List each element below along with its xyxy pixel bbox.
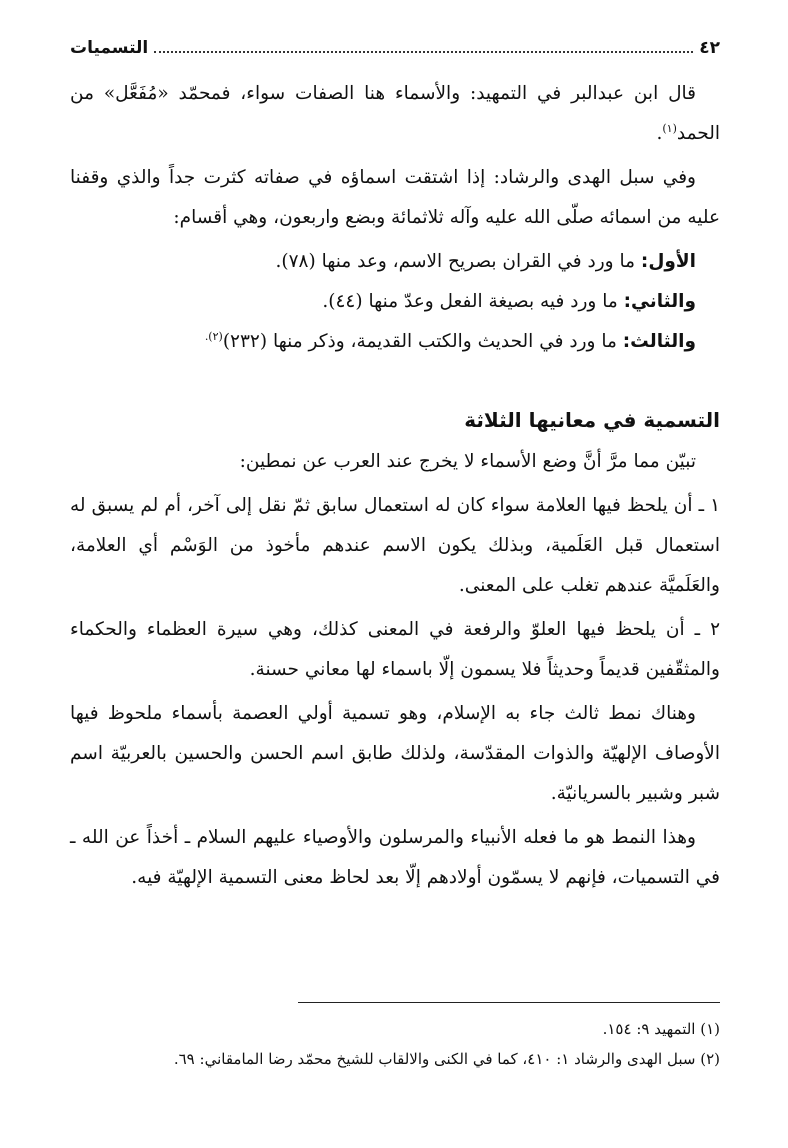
section-title: التسمية في معانيها الثلاثة <box>464 408 720 432</box>
list-item-label: الأول: <box>640 251 696 272</box>
list-item-1 <box>70 242 720 282</box>
paragraph-1: قال ابن عبدالبر في التمهيد: والأسماء هنا الصفات سواء، فمحمّد «مُفَعَّل» من الحمد$^{(١)}$. <box>70 83 720 144</box>
page-header <box>70 30 720 58</box>
list-item-text: ما ورد في القران بصريح الاسم، وعد منها (٧٨). <box>275 251 636 272</box>
list-item-label: والثاني: <box>623 291 696 312</box>
list-item-text: ما ورد فيه بصيغة الفعل وعدّ منها (٤٤). <box>322 291 618 312</box>
paragraph-4: ١ ـ أن يلحظ فيها العلامة سواء كان له استعمال سابق ثمّ نقل إلى آخر، أم لم يسبق له استعمال قبل العَلَمية، وبذلك يكون الاسم عندهم مأخوذ من الوَسْم أي العلامة، والعَلَميَّة عندهم تغلب على المعنى. <box>70 495 720 596</box>
paragraph-5: ٢ ـ أن يلحظ فيها العلوّ والرفعة في المعنى كذلك، وهي سيرة العظماء والحكماء والمثقّفين قديماً وحديثاً فلا يسمون إلّا باسماء لها معاني حسنة. <box>70 619 720 680</box>
paragraph-7: وهذا النمط هو ما فعله الأنبياء والمرسلون والأوصياء عليهم السلام ـ أخذاً عن الله ـ في التسميات، فإنهم لا يسمّون أولادهم إلّا بعد لحاظ معنى التسمية الإلهيّة فيه. <box>70 827 720 888</box>
footnote-ref-1: (١) <box>662 121 677 135</box>
footnotes <box>70 1014 720 1074</box>
list-item-text: ما ورد في الحديث والكتب القديمة، وذكر منها (٢٣٢) <box>222 331 617 352</box>
footnote-2: (٢) سبل الهدى والرشاد ١: ٤١٠، كما في الكنى والالقاب للشيخ محمّد رضا المامقاني: ٦٩. <box>173 1050 720 1068</box>
list-item-3 <box>70 322 720 362</box>
leader-dots <box>154 51 693 53</box>
paragraph-2: وفي سبل الهدى والرشاد: إذا اشتقت اسماؤه في صفاته كثرت جداً والذي وقفنا عليه من اسمائه صلّى الله عليه وآله ثلاثمائة وبضع واربعون، وهي أقسام: <box>70 167 720 228</box>
footnote-ref-2: (٢). <box>204 329 223 343</box>
paragraph-6: وهناك نمط ثالث جاء به الإسلام، وهو تسمية أولي العصمة بأسماء ملحوظ فيها الأوصاف الإلهيّة والذوات المقدّسة، ولذلك طابق اسم الحسن والحسين بالعربيّة اسم شبر وشبير بالسريانيّة. <box>70 703 720 804</box>
running-title: التسميات <box>70 38 149 58</box>
list-item-2 <box>70 282 720 322</box>
footnote-1: (١) التمهيد ٩: ١٥٤. <box>602 1020 720 1038</box>
footnote-separator <box>298 1002 720 1003</box>
page-body <box>70 74 720 902</box>
list-item-label: والثالث: <box>622 331 696 352</box>
paragraph-3: تبيّن مما مرَّ أنَّ وضع الأسماء لا يخرج عند العرب عن نمطين: <box>239 451 696 472</box>
page-number: ٤٢ <box>699 38 720 58</box>
